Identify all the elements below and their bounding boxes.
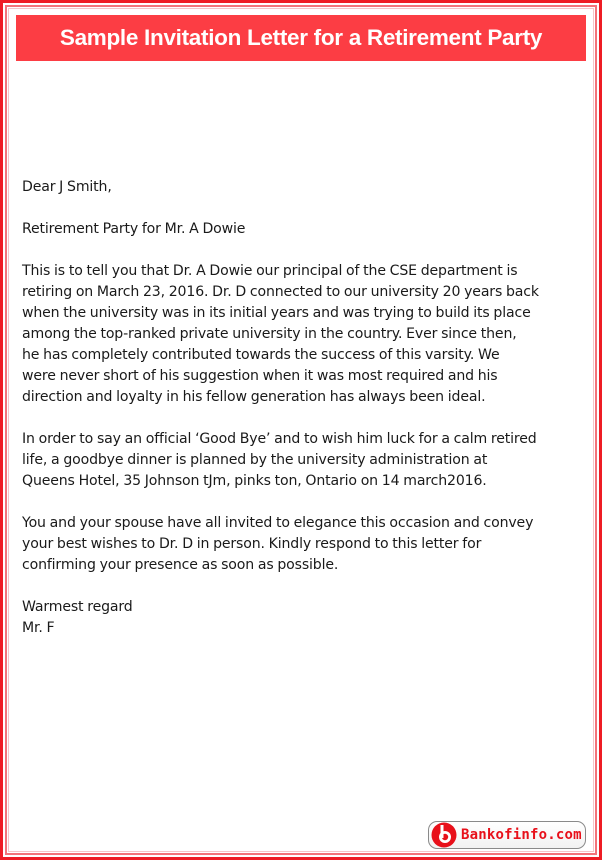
closing: Warmest regard [22, 599, 133, 615]
salutation: Dear J Smith, [22, 179, 112, 195]
document-title: Sample Invitation Letter for a Retirement Party [59, 25, 543, 50]
text-line: retiring on March 23, 2016. Dr. D connected to our university 20 years back [22, 284, 539, 300]
text-line: were never short of his suggestion when it was most required and his [22, 368, 498, 384]
text-line: This is to tell you that Dr. A Dowie our principal of the CSE department is [22, 263, 518, 279]
paragraph-invitation [22, 513, 582, 576]
text-line: he has completely contributed towards the success of this varsity. We [22, 347, 500, 363]
text-line: life, a goodbye dinner is planned by the university administration at [22, 452, 488, 468]
subject-line: Retirement Party for Mr. A Dowie [22, 221, 246, 237]
paragraph-announcement [22, 261, 582, 408]
text-line: your best wishes to Dr. D in person. Kindly respond to this letter for [22, 536, 482, 552]
text-line: confirming your presence as soon as possible. [22, 557, 339, 573]
bankofinfo-b-logo-icon [431, 822, 457, 848]
title-banner [16, 15, 586, 61]
text-line: when the university was in its initial years and was trying to build its place [22, 305, 531, 321]
paragraph-event-details [22, 429, 582, 492]
letter-body [22, 177, 582, 639]
text-line: You and your spouse have all invited to elegance this occasion and convey [22, 515, 534, 531]
text-line: among the top-ranked private university in the country. Ever since then, [22, 326, 517, 342]
text-line: direction and loyalty in his fellow generation has always been ideal. [22, 389, 486, 405]
text-line: Queens Hotel, 35 Johnson tJm, pinks ton, Ontario on 14 march2016. [22, 473, 487, 489]
bankofinfo-watermark [428, 821, 586, 849]
signature: Mr. F [22, 620, 55, 636]
watermark-text: Bankofinfo.com [461, 827, 582, 843]
text-line: In order to say an official ‘Good Bye’ and to wish him luck for a calm retired [22, 431, 537, 447]
